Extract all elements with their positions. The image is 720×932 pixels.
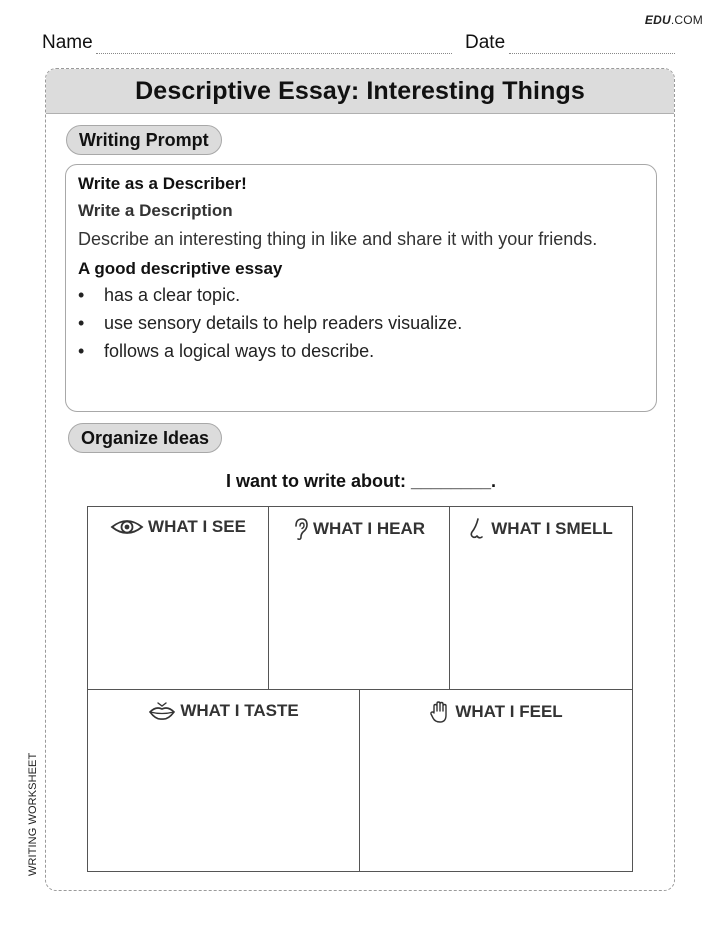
nose-icon [469,517,487,541]
senses-row-top [88,507,632,690]
senses-row-bottom [88,690,632,871]
prompt-heading: Write as a Describer! [78,174,247,193]
bullet: • [78,313,85,333]
brand-suffix: .COM [670,13,703,27]
prompt-text: Describe an interesting thing in like and share it with your friends. [78,229,598,249]
topic-line[interactable]: I want to write about: ________. [225,471,497,491]
criteria-item [78,309,644,337]
senses-organizer [87,506,633,872]
criteria-item [78,281,644,309]
organize-ideas-label: Organize Ideas [81,427,210,448]
bullet: • [78,341,85,361]
organize-ideas-pill [68,423,222,453]
title-bar [46,69,674,114]
smell-header [469,517,613,541]
taste-label: WHAT I TASTE [180,701,299,720]
taste-header [148,700,298,722]
name-line[interactable] [96,53,452,54]
see-header [110,517,246,537]
taste-cell[interactable] [88,690,360,871]
feel-label: WHAT I FEEL [455,702,563,721]
smell-label: WHAT I SMELL [491,519,613,538]
smell-cell[interactable] [450,507,632,689]
name-label: Name [42,32,93,53]
worksheet-frame [45,68,675,891]
date-label: Date [465,32,506,53]
hear-cell[interactable] [269,507,450,689]
prompt-subheading: Write a Description [78,201,233,220]
hear-header [293,517,425,541]
brand-logo [645,13,703,27]
criteria-item [78,337,644,365]
hand-icon [429,700,451,724]
hear-label: WHAT I HEAR [312,519,426,538]
prompt-box [65,164,657,412]
criteria-text: use sensory details to help readers visualize. [104,313,463,333]
bullet: • [78,285,85,305]
worksheet-type-label: WRITING WORKSHEET [27,752,39,876]
criteria-text: has a clear topic. [104,285,241,305]
feel-header [429,700,562,724]
criteria-text: follows a logical ways to describe. [104,341,375,361]
feel-cell[interactable] [360,690,632,871]
lips-icon [148,700,176,722]
criteria-heading: A good descriptive essay [78,259,283,278]
criteria-list [78,281,644,365]
writing-prompt-label: Writing Prompt [79,129,209,150]
ear-icon [293,517,309,541]
page-title: Descriptive Essay: Interesting Things [135,76,585,105]
see-label: WHAT I SEE [148,517,246,536]
eye-icon [110,517,144,537]
date-line[interactable] [509,53,675,54]
see-cell[interactable] [88,507,269,689]
brand-bold: EDU [644,13,671,27]
writing-prompt-pill [66,125,222,155]
